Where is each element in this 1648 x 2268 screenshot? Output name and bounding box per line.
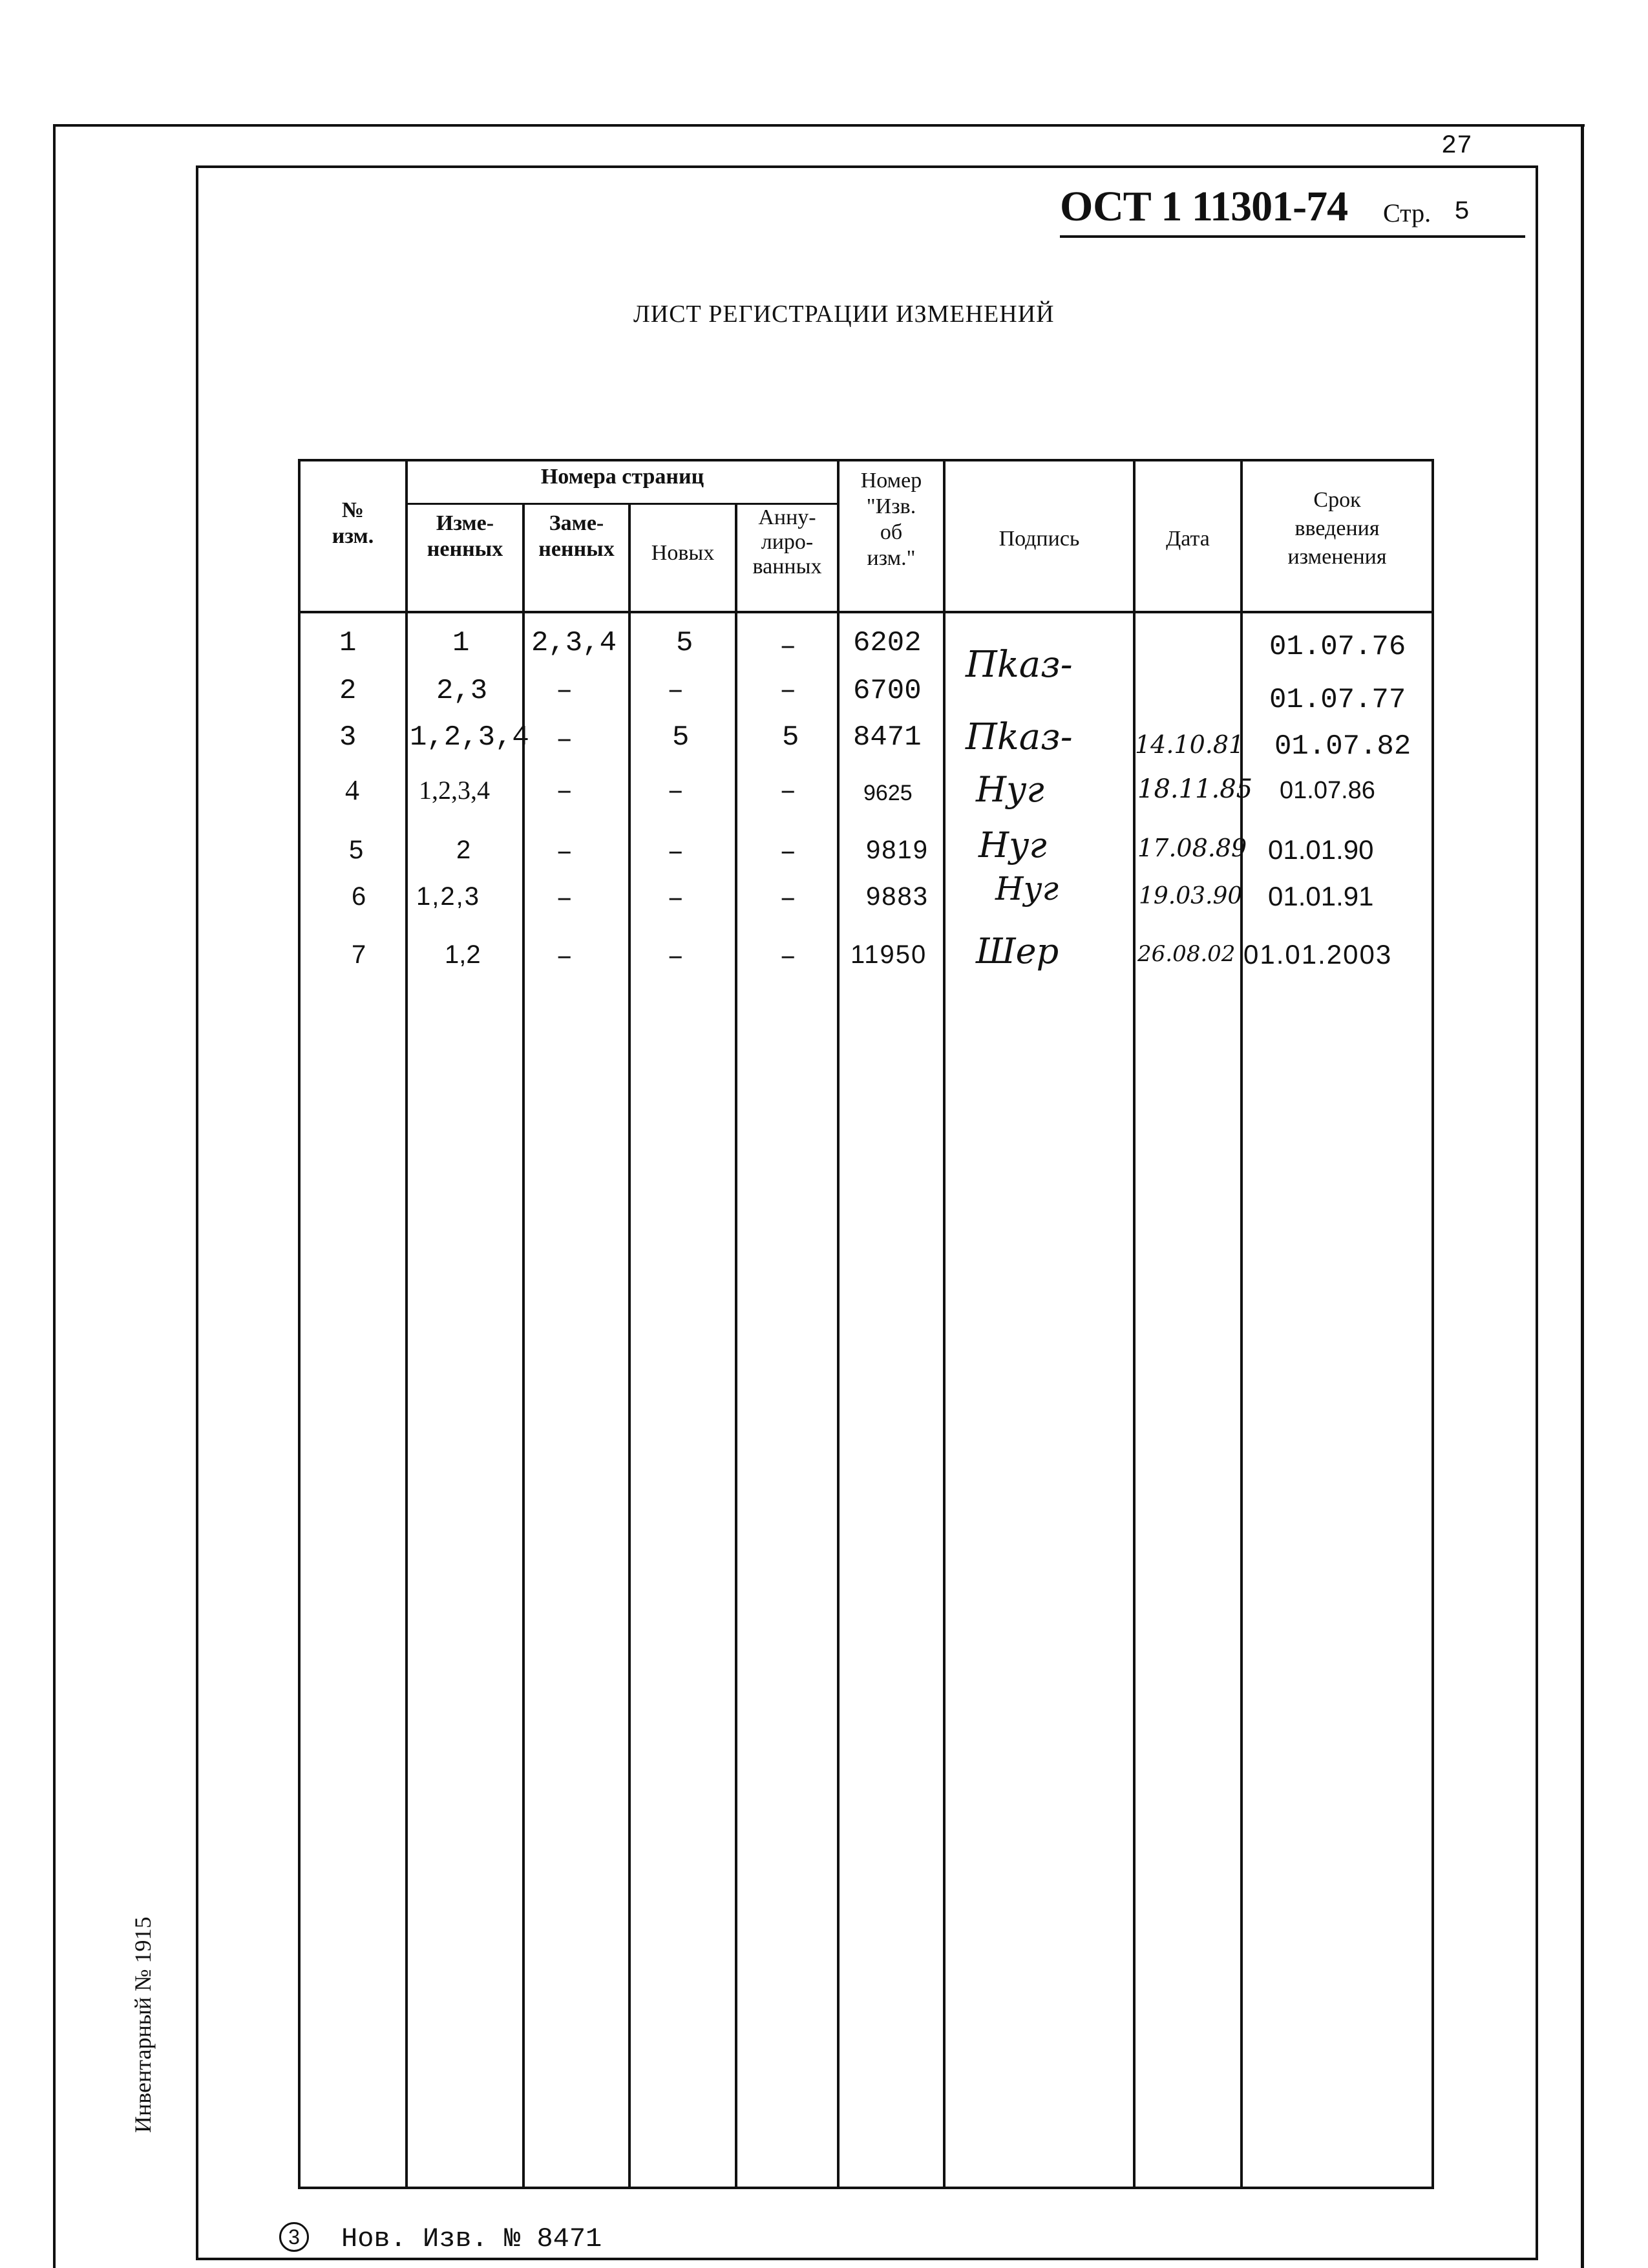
header-notice-line3: об [880, 520, 903, 544]
row1-effective: 01.07.76 [1269, 631, 1406, 663]
header-effective-line1: Срок [1313, 488, 1361, 512]
header-num-line1: № [341, 498, 364, 522]
row3-effective: 01.07.82 [1274, 730, 1411, 763]
row1-changed: 1 [452, 627, 470, 659]
row1-annulled: – [779, 631, 797, 663]
header-effective [1243, 486, 1431, 571]
page-value: 5 [1454, 198, 1470, 227]
header-notice-number [840, 468, 943, 571]
col-line-4 [735, 503, 737, 2189]
header-effective-line2: введения [1294, 516, 1380, 540]
col-line-7 [1133, 459, 1136, 2189]
row5-date: 17.08.89 [1137, 834, 1247, 862]
row2-changed: 2,3 [436, 675, 488, 707]
header-annulled-line2: лиро- [761, 530, 814, 554]
header-effective-line3: изменения [1287, 545, 1387, 569]
row1-notice: 6202 [853, 627, 922, 659]
row7-changed: 1,2 [445, 940, 481, 969]
col-line-0 [298, 459, 301, 2189]
table-bottom-line [298, 2187, 1434, 2189]
row4-replaced: – [556, 776, 573, 808]
row2-effective: 01.07.77 [1269, 684, 1406, 716]
inner-border-top [196, 165, 1538, 168]
row7-annulled: – [779, 941, 797, 973]
row2-new: – [667, 675, 684, 707]
inner-border-left [196, 165, 198, 2260]
page-number: 27 [1441, 132, 1473, 161]
row5-changed: 2 [456, 836, 471, 864]
row5-notice: 9819 [866, 836, 929, 864]
table-header-mid-line [407, 503, 839, 505]
outer-border-top [53, 124, 1585, 127]
row5-effective: 01.01.90 [1268, 834, 1374, 865]
footer-circle-number: 3 [288, 2225, 300, 2249]
row1-num: 1 [339, 627, 357, 659]
footer-circle-badge [279, 2222, 309, 2252]
col-line-3 [628, 503, 631, 2189]
table-header-bottom-line [298, 611, 1434, 613]
row6-changed: 1,2,3 [416, 882, 480, 911]
row6-signature: Нуг [995, 870, 1059, 907]
row4-date: 18.11.85 [1137, 774, 1253, 804]
row2-notice: 6700 [853, 675, 922, 707]
row3-signature: Пkaз- [966, 716, 1073, 758]
col-line-8 [1240, 459, 1243, 2189]
row5-new: – [667, 836, 684, 869]
row7-num: 7 [352, 940, 366, 969]
col-line-1 [405, 459, 408, 2189]
header-pages-group: Номера страниц [540, 465, 704, 489]
col-line-6 [943, 459, 945, 2189]
row1-signature: Пkaз- [966, 644, 1073, 686]
row7-replaced: – [556, 941, 573, 973]
table-top-line [298, 459, 1434, 461]
row5-annulled: – [779, 836, 797, 869]
row4-notice: 9625 [863, 781, 913, 805]
header-date: Дата [1166, 527, 1210, 551]
row2-num: 2 [339, 675, 357, 707]
row7-effective: 01.01.2003 [1243, 939, 1393, 970]
header-replaced-line2: ненных [538, 537, 615, 561]
header-changed [408, 511, 522, 562]
row4-effective: 01.07.86 [1280, 777, 1375, 804]
inner-border-bottom [196, 2258, 1538, 2260]
row2-annulled: – [779, 675, 797, 707]
row3-changed: 1,2,3,4 [410, 721, 529, 754]
row6-date: 19.03.90 [1139, 883, 1243, 909]
standard-code: ОСТ 1 11301-74 [1060, 183, 1348, 230]
header-num [301, 498, 405, 549]
row7-notice: 11950 [850, 940, 927, 969]
row3-replaced: – [556, 724, 573, 756]
row6-num: 6 [352, 882, 366, 911]
inventory-label: Инвентарный № 1915 [130, 1916, 156, 2133]
row7-signature: Шер [976, 931, 1059, 971]
row2-replaced: – [556, 675, 573, 707]
row5-num: 5 [349, 836, 364, 864]
header-changed-line2: ненных [427, 537, 503, 561]
row1-new: 5 [676, 627, 693, 659]
header-new: Новых [651, 541, 715, 565]
inner-border-right [1536, 165, 1538, 2260]
row4-num: 4 [345, 774, 359, 806]
row1-replaced: 2,3,4 [531, 627, 617, 659]
outer-border-left [53, 124, 56, 2268]
header-underline [1060, 235, 1525, 238]
header-num-line2: изм. [332, 524, 374, 548]
col-line-9 [1431, 459, 1434, 2189]
header-changed-line1: Изме- [436, 511, 494, 535]
col-line-2 [522, 503, 525, 2189]
header-signature: Подпись [998, 527, 1080, 551]
header-replaced-line1: Заме- [549, 511, 604, 535]
row3-annulled: 5 [782, 721, 799, 754]
row3-date: 14.10.81 [1135, 730, 1245, 759]
header-notice-line1: Номер [860, 469, 922, 493]
row4-new: – [667, 776, 684, 808]
row5-replaced: – [556, 836, 573, 869]
outer-border-right [1581, 124, 1584, 2268]
row4-changed: 1,2,3,4 [419, 776, 490, 805]
page-title: ЛИСТ РЕГИСТРАЦИИ ИЗМЕНЕНИЙ [633, 301, 1055, 328]
row3-notice: 8471 [853, 721, 922, 754]
header-annulled-line1: Анну- [758, 505, 816, 529]
row7-date: 26.08.02 [1137, 941, 1236, 967]
row6-effective: 01.01.91 [1268, 881, 1374, 911]
row7-new: – [667, 941, 684, 973]
header-annulled [737, 505, 837, 579]
row4-signature: Нуг [976, 769, 1044, 810]
row3-new: 5 [672, 721, 690, 754]
row6-annulled: – [779, 883, 797, 915]
row6-replaced: – [556, 883, 573, 915]
header-notice-line4: изм." [867, 546, 916, 570]
row6-new: – [667, 883, 684, 915]
row3-num: 3 [339, 721, 357, 754]
col-line-5 [837, 459, 840, 2189]
row5-signature: Нуг [978, 825, 1047, 865]
row6-notice: 9883 [866, 882, 929, 911]
footer-notice: Нов. Изв. № 8471 [341, 2223, 602, 2254]
header-annulled-line3: ванных [752, 555, 822, 578]
row4-annulled: – [779, 776, 797, 808]
page-label: Стр. [1383, 198, 1431, 228]
header-notice-line2: "Изв. [866, 494, 916, 518]
header-replaced [525, 511, 628, 562]
